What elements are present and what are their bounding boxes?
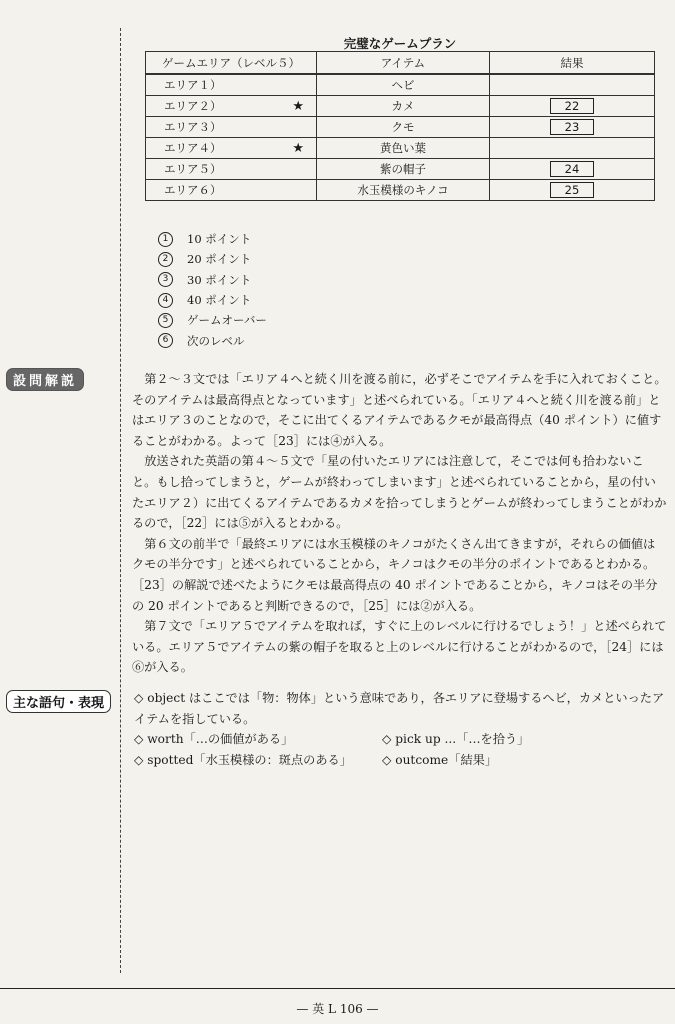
table-row (146, 74, 655, 96)
choice-number: 3 (158, 272, 173, 287)
table-row (146, 96, 655, 117)
area-label: エリア５） (164, 162, 222, 176)
answer-box: 25 (550, 182, 594, 198)
vocab-row (134, 729, 669, 750)
header-result: 結果 (490, 52, 655, 75)
star-icon: ★ (292, 98, 304, 114)
choice-item (158, 249, 267, 269)
table-header-row (146, 52, 655, 75)
explanation-text (132, 369, 667, 678)
answer-box: 24 (550, 161, 594, 177)
result-cell (490, 138, 655, 159)
result-cell (490, 74, 655, 96)
choice-number: 5 (158, 313, 173, 328)
table-row (146, 180, 655, 201)
vocab-worth: ◇ worth「…の価値がある」 (134, 732, 294, 746)
margin-dashed-line (120, 28, 121, 973)
table-title: 完璧なゲームプラン (343, 36, 457, 51)
choice-number: 6 (158, 333, 173, 348)
vocab-row (134, 750, 669, 771)
area-cell (146, 159, 317, 180)
item-cell: 水玉模様のキノコ (317, 180, 490, 201)
explanation-paragraph: 第６文の前半で「最終エリアには水玉模様のキノコがたくさん出てきますが，それらの価値はクモの半分です」と述べられていることから，キノコはクモの半分のポイントであるとわかる。［23］の解説で述べたようにクモは最高得点の 40 ポイントであることから，キノコはその半分の 20 ポイントであると判断できるので，［25］には②が入る。 (132, 536, 658, 613)
choice-text: 次のレベル (187, 333, 245, 348)
area-label: エリア６） (164, 183, 222, 197)
explanation-paragraph: 放送された英語の第４〜５文で「星の付いたエリアには注意して，そこでは何も拾わないこと。もし拾ってしまうと，ゲームが終わってしまいます」と述べられていることから，星の付いたエリア２）に出てくるアイテムであるカメを拾ってしまうとゲームが終わってしまうことがわかるので，［22］には⑤が入るとわかる。 (132, 454, 667, 531)
vocab-spotted: ◇ spotted「水玉模様の：斑点のある」 (134, 752, 352, 767)
choice-item (158, 310, 267, 330)
header-item: アイテム (317, 52, 490, 75)
item-cell: 黄色い葉 (317, 138, 490, 159)
area-cell (146, 74, 317, 96)
choice-number: 4 (158, 293, 173, 308)
area-cell (146, 138, 317, 159)
result-cell (490, 159, 655, 180)
choice-item (158, 290, 267, 310)
area-cell (146, 96, 317, 117)
table-row (146, 138, 655, 159)
answer-box: 22 (550, 98, 594, 114)
item-cell: クモ (317, 117, 490, 138)
explanation-paragraph: 第７文で「エリア５でアイテムを取れば，すぐに上のレベルに行けるでしょう！」と述べられている。エリア５でアイテムの紫の帽子を取ると上のレベルに行けることがわかるので，［24］には⑥が入る。 (132, 619, 667, 675)
footer-rule (0, 988, 675, 989)
area-label: エリア３） (164, 120, 222, 134)
choice-item (158, 229, 267, 249)
item-cell: 紫の帽子 (317, 159, 490, 180)
area-label: エリア２） (164, 99, 222, 113)
choice-text: ゲームオーバー (187, 313, 267, 328)
vocab-list (134, 688, 669, 770)
star-icon: ★ (292, 140, 304, 156)
vocab-pick-up: ◇ pick up ...「…を拾う」 (382, 732, 530, 746)
choice-item (158, 270, 267, 290)
page-number: — 英 L 106 — (296, 1002, 379, 1016)
choice-text: 30 ポイント (187, 272, 252, 287)
choice-text: 10 ポイント (187, 232, 252, 247)
table-row (146, 159, 655, 180)
area-label: エリア１） (164, 78, 222, 92)
area-cell (146, 180, 317, 201)
explanation-heading: 設問解説 (6, 368, 84, 391)
explanation-paragraph: 第２〜３文では「エリア４へと続く川を渡る前に，必ずそこでアイテムを手に入れておくこと。そのアイテムは最高得点となっています」と述べられている。「エリア４へと続く川を渡る前」とはエリア３のことなので，そこに出てくるアイテムであるクモが最高得点（40 ポイント）に値することがわかる。よって［23］には④が入る。 (132, 372, 667, 448)
result-cell (490, 96, 655, 117)
answer-box: 23 (550, 119, 594, 135)
choice-text: 20 ポイント (187, 252, 252, 267)
result-cell (490, 180, 655, 201)
vocab-object: ◇ object はここでは「物：物体」という意味であり，各エリアに登場するヘビ，カメといったアイテムを指している。 (134, 691, 665, 726)
choice-item (158, 330, 267, 350)
choice-text: 40 ポイント (187, 293, 252, 308)
game-plan-table (145, 51, 655, 201)
result-cell (490, 117, 655, 138)
item-cell: カメ (317, 96, 490, 117)
choice-number: 1 (158, 232, 173, 247)
item-cell: ヘビ (317, 74, 490, 96)
area-label: エリア４） (164, 141, 222, 155)
table-row (146, 117, 655, 138)
choice-number: 2 (158, 252, 173, 267)
header-area: ゲームエリア（レベル５） (146, 52, 317, 75)
vocab-outcome: ◇ outcome「結果」 (382, 752, 498, 767)
choice-list (158, 229, 267, 351)
area-cell (146, 117, 317, 138)
vocab-heading: 主な語句・表現 (6, 690, 111, 713)
